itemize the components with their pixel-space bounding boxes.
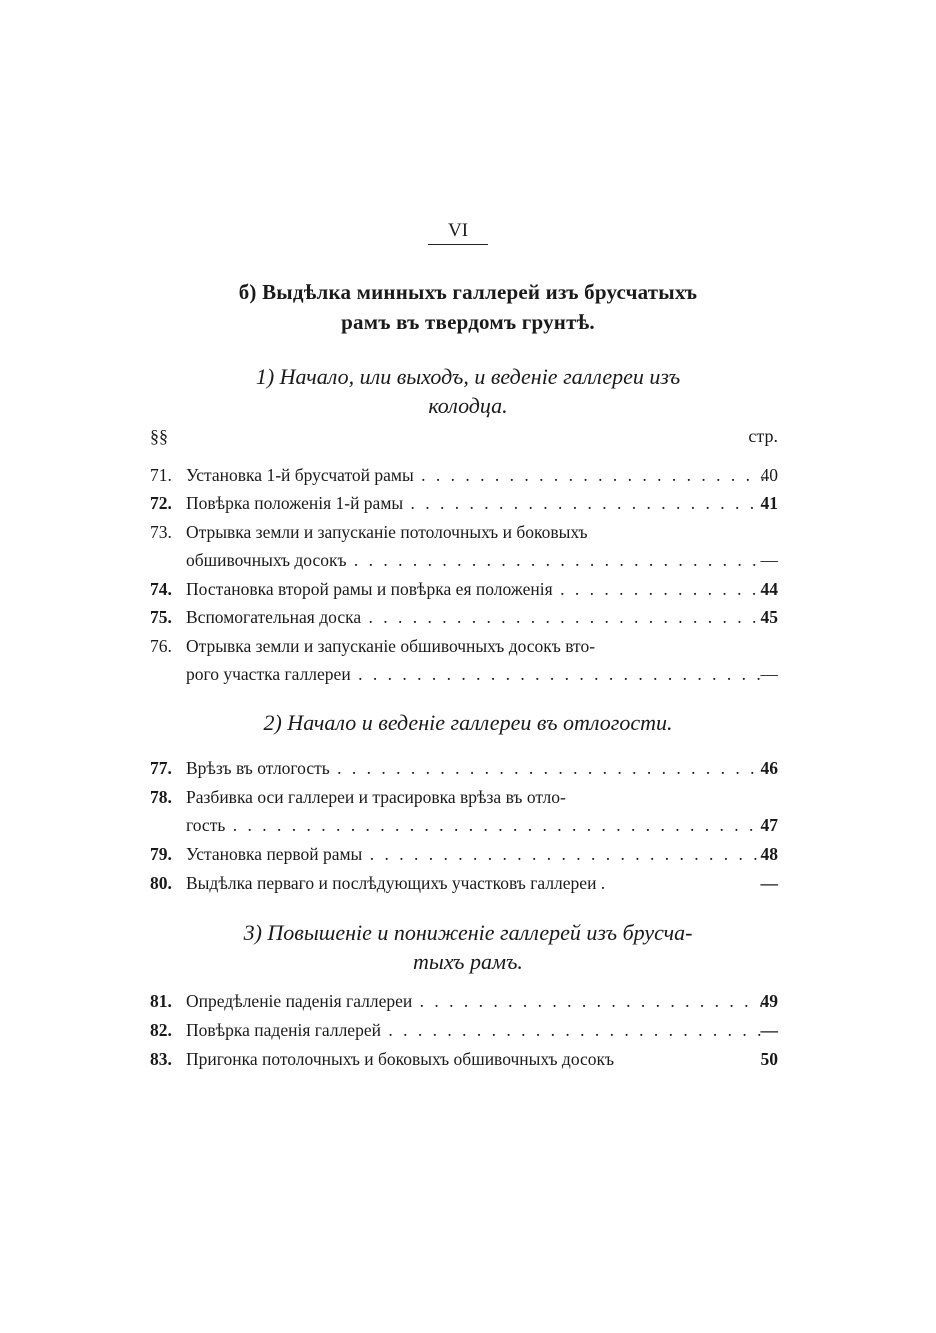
entry-number: 82. bbox=[150, 1020, 172, 1040]
entry-page: 48 bbox=[760, 844, 778, 864]
entry-title: Выдѣлка перваго и послѣдующихъ участковъ галлереи . bbox=[186, 873, 606, 893]
entry-number: 74. bbox=[150, 579, 172, 599]
entry-page: 46 bbox=[760, 758, 778, 778]
entry-title: Врѣзъ въ отлогость . . . bbox=[186, 755, 764, 781]
entry-number: 81. bbox=[150, 991, 172, 1011]
entry-page: 49 bbox=[760, 991, 778, 1011]
entry-page: 45 bbox=[760, 607, 778, 627]
entry-number: 73. bbox=[150, 522, 172, 542]
toc-entry-72[interactable] bbox=[150, 490, 778, 516]
toc-entry-82[interactable] bbox=[150, 1017, 778, 1043]
entry-page: 40 bbox=[760, 465, 778, 485]
toc-entry-76[interactable] bbox=[150, 633, 778, 659]
entry-page: 50 bbox=[760, 1049, 778, 1069]
entry-page: — bbox=[760, 873, 778, 893]
entry-title: Повѣрка положенія 1-й рамы . . . bbox=[186, 490, 764, 516]
part-1-title-line-1: 1) Начало, или выходъ, и веденіе галлереи изъ bbox=[255, 364, 681, 389]
entry-title: Вспомогательная доска . . . bbox=[186, 604, 764, 630]
toc-entry-79[interactable] bbox=[150, 841, 778, 867]
toc-entry-78[interactable] bbox=[150, 784, 778, 810]
entry-number: 72. bbox=[150, 493, 172, 513]
entry-number: 75. bbox=[150, 607, 172, 627]
toc-entry-77[interactable] bbox=[150, 755, 778, 781]
entry-title: Повѣрка паденія галлерей . . . bbox=[186, 1017, 764, 1043]
toc-entry-80[interactable] bbox=[150, 870, 778, 896]
part-1-title-line-2: колодца. bbox=[428, 393, 508, 418]
entry-title: Отрывка земли и запусканіе потолочныхъ и боковыхъ bbox=[186, 522, 588, 542]
entry-title-continued: гость . . . bbox=[186, 812, 764, 838]
folio-rule bbox=[428, 244, 488, 245]
entry-title: Постановка второй рамы и повѣрка ея положенія . . . bbox=[186, 576, 764, 602]
entry-number: 79. bbox=[150, 844, 172, 864]
column-header-sections: §§ bbox=[150, 426, 168, 446]
toc-entry-75[interactable] bbox=[150, 604, 778, 630]
entry-number: 83. bbox=[150, 1049, 172, 1069]
toc-entry-74[interactable] bbox=[150, 576, 778, 602]
entry-page: — bbox=[760, 664, 778, 684]
entry-page: 47 bbox=[760, 815, 778, 835]
entry-page: 41 bbox=[760, 493, 778, 513]
entry-number: 76. bbox=[150, 636, 172, 656]
toc-entry-76-continued bbox=[150, 661, 778, 687]
entry-page: — bbox=[760, 1020, 778, 1040]
entry-title-continued: рого участка галлереи . . . bbox=[186, 661, 764, 687]
entry-number: 71. bbox=[150, 465, 172, 485]
entry-title: Пригонка потолочныхъ и боковыхъ обшивочныхъ досокъ bbox=[186, 1049, 615, 1069]
toc-entry-81[interactable] bbox=[150, 988, 778, 1014]
part-2-title: 2) Начало и веденіе галлереи въ отлогости. bbox=[263, 710, 673, 735]
column-header-page: стр. bbox=[748, 426, 778, 446]
entry-title: Опредѣленіе паденія галлереи . . . bbox=[186, 988, 764, 1014]
entry-page: 44 bbox=[760, 579, 778, 599]
entry-page: — bbox=[760, 550, 778, 570]
entry-title: Установка первой рамы . . . bbox=[186, 841, 764, 867]
entry-title: Разбивка оси галлереи и трасировка врѣза въ отло- bbox=[186, 787, 566, 807]
entry-number: 80. bbox=[150, 873, 172, 893]
entry-number: 77. bbox=[150, 758, 172, 778]
section-title-line-1: б) Выдѣлка минныхъ галлерей изъ брусчатыхъ bbox=[238, 280, 698, 304]
toc-entry-73-continued bbox=[150, 547, 778, 573]
part-3-title-line-1: 3) Повышеніе и пониженіе галлерей изъ брусча- bbox=[243, 920, 693, 945]
page-number: VI bbox=[447, 220, 469, 241]
toc-entry-83[interactable] bbox=[150, 1046, 778, 1072]
entry-title-continued: обшивочныхъ досокъ . . . bbox=[186, 547, 764, 573]
part-3-title-line-2: тыхъ рамъ. bbox=[413, 949, 523, 974]
toc-entry-78-continued bbox=[150, 812, 778, 838]
entry-title: Установка 1-й брусчатой рамы . . . bbox=[186, 462, 764, 488]
entry-title: Отрывка земли и запусканіе обшивочныхъ досокъ вто- bbox=[186, 636, 596, 656]
toc-entry-71[interactable] bbox=[150, 462, 778, 488]
entry-number: 78. bbox=[150, 787, 172, 807]
section-title-line-2: рамъ въ твердомъ грунтѣ. bbox=[341, 310, 595, 334]
toc-entry-73[interactable] bbox=[150, 519, 778, 545]
